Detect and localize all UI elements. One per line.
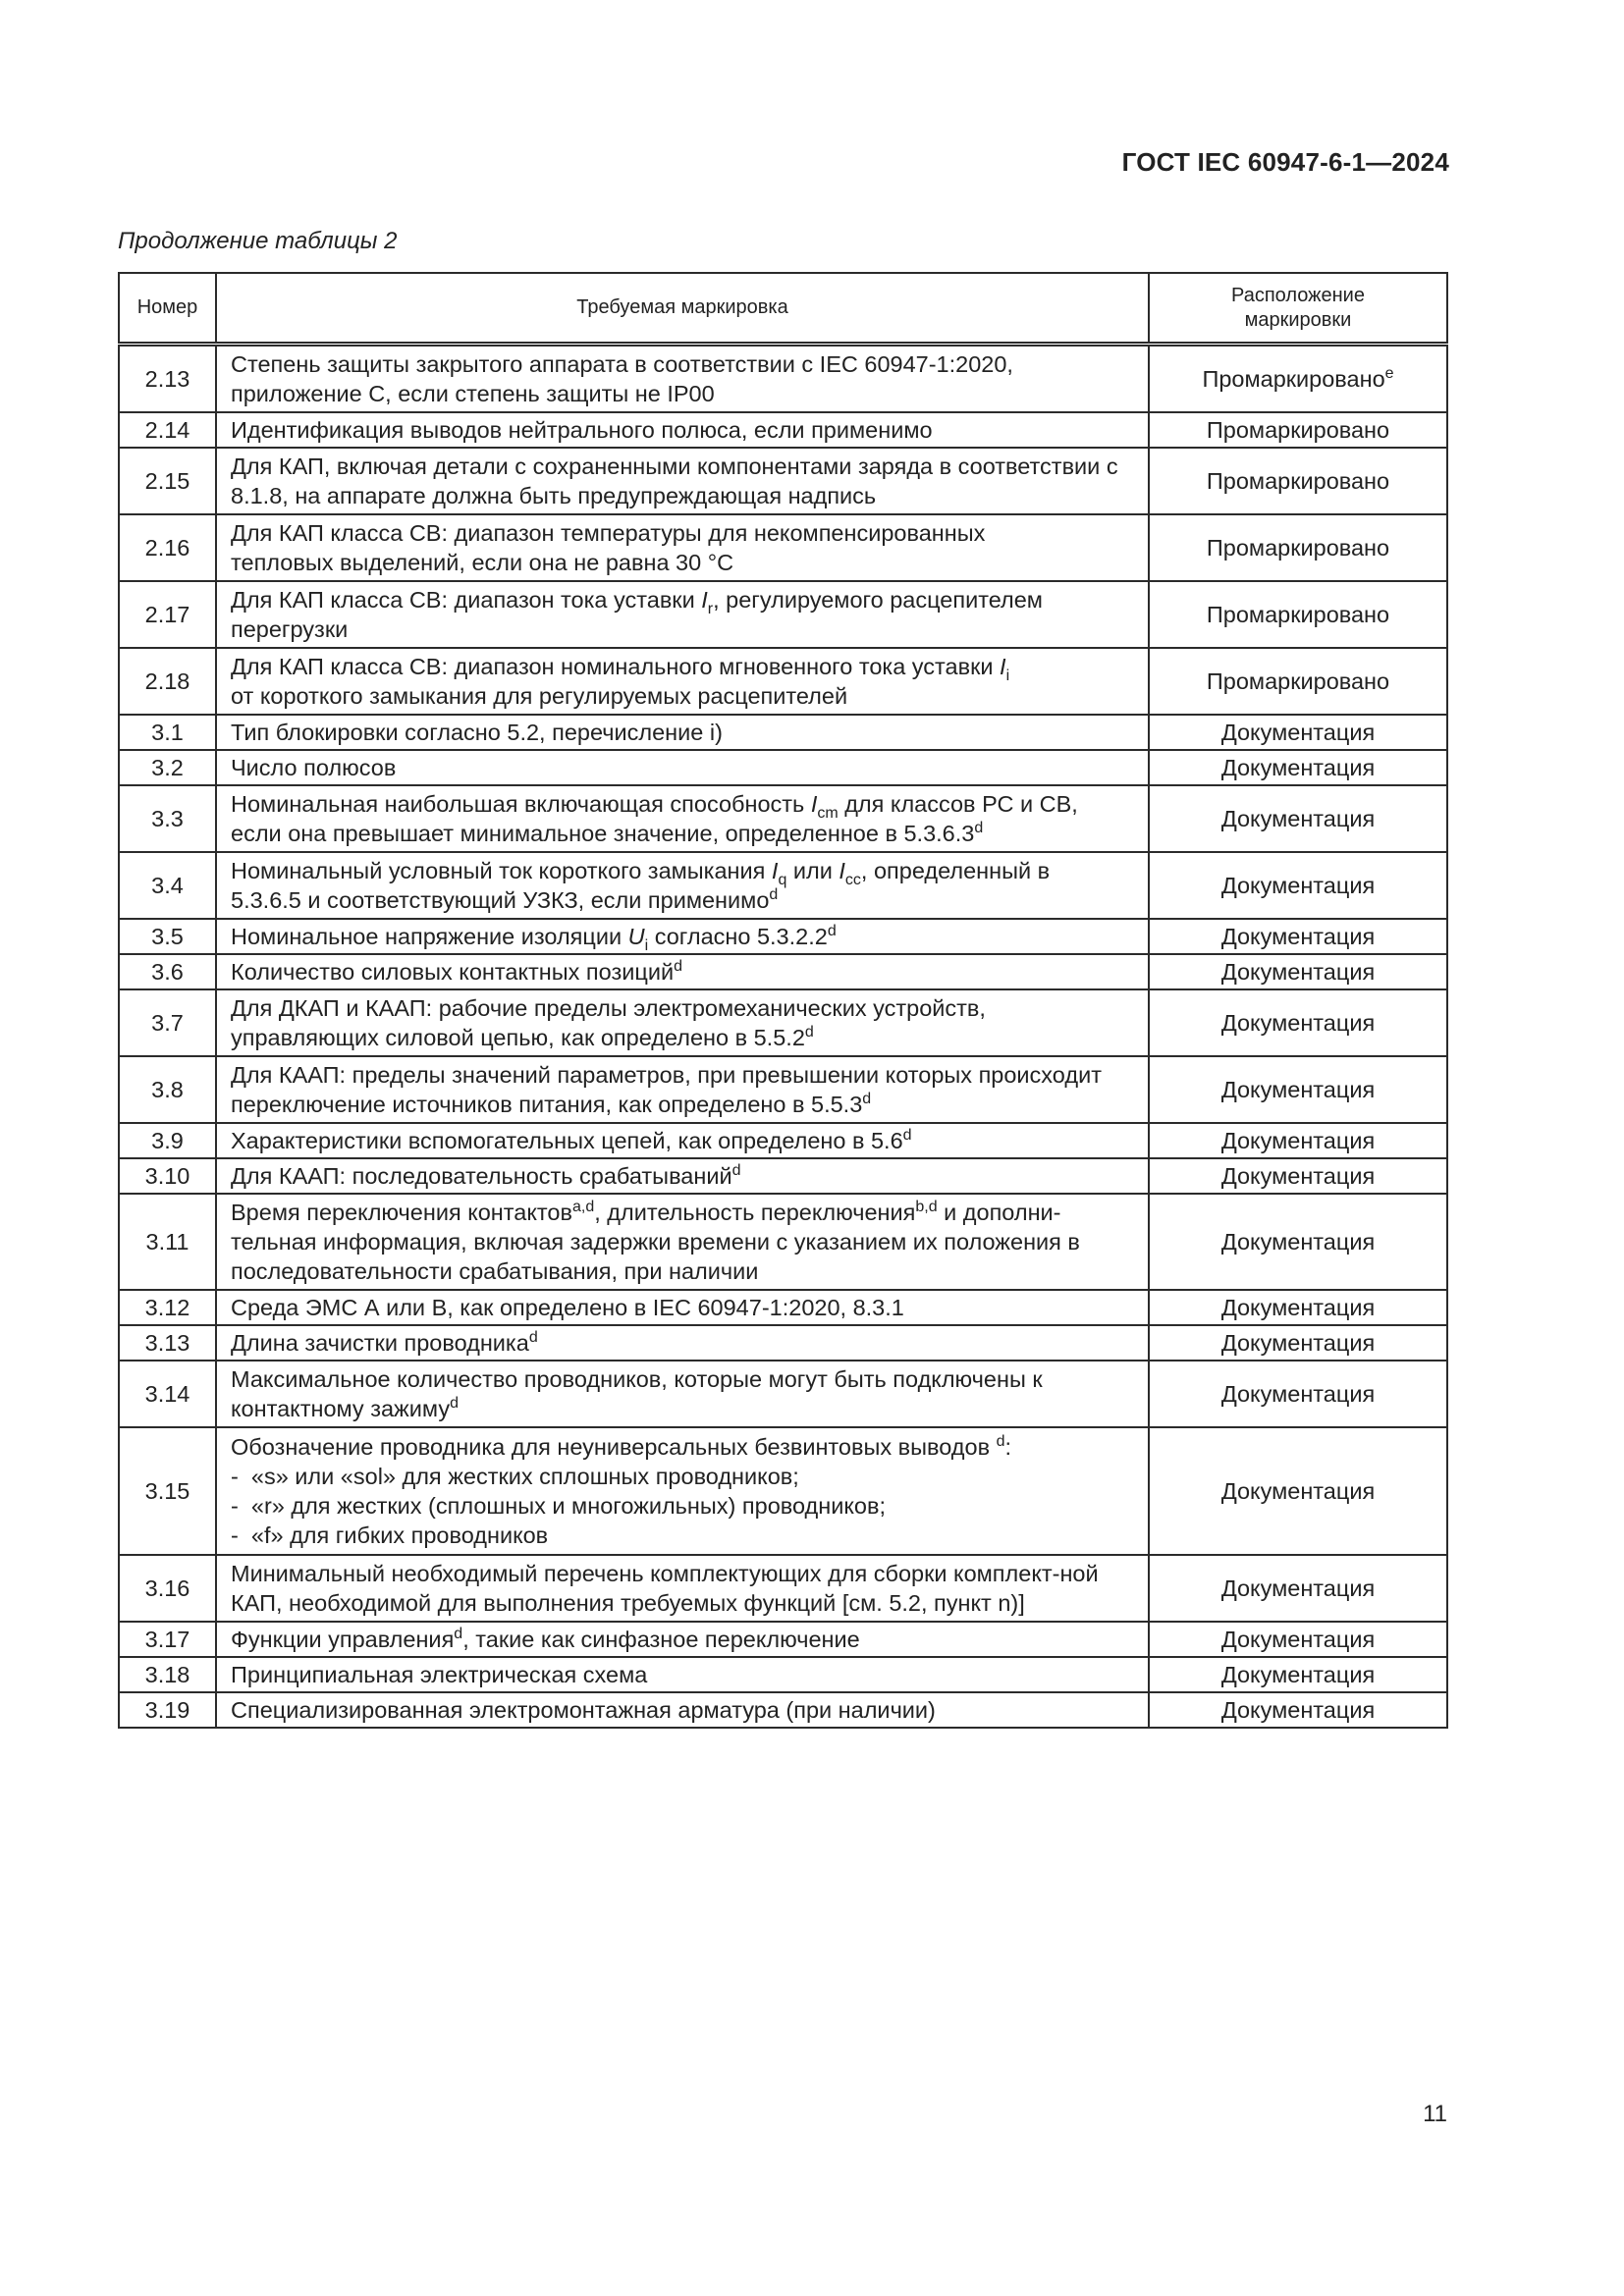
table-row: [119, 648, 1447, 715]
row-location: Документация: [1149, 750, 1447, 785]
requirement-text: Номинальная наибольшая включающая способность: [231, 791, 811, 817]
row-location: Промаркировано: [1149, 412, 1447, 448]
row-location: Промаркировано: [1149, 514, 1447, 581]
symbol-subscript: q: [778, 872, 787, 888]
row-requirement: Идентификация выводов нейтрального полюса, если применимо: [216, 412, 1149, 448]
row-location: Документация: [1149, 785, 1447, 852]
table-row: [119, 919, 1447, 954]
requirement-text: , регулируемого расцепителем перегрузки: [231, 587, 1043, 642]
row-number: 3.9: [119, 1123, 216, 1158]
table-row: [119, 1555, 1447, 1622]
footnote-mark: d: [974, 820, 984, 836]
table-header-row: [119, 273, 1447, 345]
row-requirement: [216, 1123, 1149, 1158]
table-row: [119, 1657, 1447, 1692]
row-number: 3.10: [119, 1158, 216, 1194]
footnote-mark: d: [827, 923, 837, 939]
footnote-mark: d: [769, 886, 779, 903]
table-row: [119, 1427, 1447, 1555]
voltage-symbol: U: [627, 924, 645, 949]
requirement-text: Количество силовых контактных позиций: [231, 959, 675, 985]
row-requirement: [216, 852, 1149, 919]
row-number: 3.15: [119, 1427, 216, 1555]
list-item: - «f» для гибких проводников: [231, 1522, 549, 1548]
row-requirement: [216, 581, 1149, 648]
footnote-mark: e: [1384, 365, 1394, 382]
symbol-subscript: cc: [844, 872, 861, 888]
row-requirement: Степень защиты закрытого аппарата в соответствии с IEC 60947-1:2020, приложение C, если степень защиты не IP00: [216, 345, 1149, 413]
table-row: [119, 1361, 1447, 1427]
table-row: [119, 1056, 1447, 1123]
row-number: 3.1: [119, 715, 216, 750]
row-location: [1149, 345, 1447, 413]
row-location: Документация: [1149, 1056, 1447, 1123]
requirement-text: Номинальное напряжение изоляции: [231, 924, 628, 949]
current-symbol: I: [1000, 654, 1006, 679]
row-location: Документация: [1149, 919, 1447, 954]
row-requirement: [216, 1158, 1149, 1194]
row-requirement: [216, 1427, 1149, 1555]
table-row: [119, 1325, 1447, 1361]
row-number: 3.18: [119, 1657, 216, 1692]
requirement-text: Характеристики вспомогательных цепей, как определено в 5.6: [231, 1128, 903, 1153]
table-row: [119, 1123, 1447, 1158]
requirement-text: Для КАП класса СВ: диапазон номинального мгновенного тока уставки: [231, 654, 1001, 679]
requirement-text: от короткого замыкания для регулируемых расцепителей: [231, 683, 848, 709]
footnote-mark: d: [674, 958, 682, 975]
row-location: Документация: [1149, 1361, 1447, 1427]
row-number: 3.6: [119, 954, 216, 989]
current-symbol: I: [810, 791, 818, 817]
symbol-subscript: i: [1005, 667, 1010, 684]
row-number: 3.14: [119, 1361, 216, 1427]
table-row: [119, 412, 1447, 448]
page-number: 11: [1423, 2101, 1447, 2127]
table-row: [119, 345, 1447, 413]
requirement-text: Максимальное количество проводников, которые могут быть подключены к контактному зажиму: [231, 1366, 1043, 1421]
row-requirement: Принципиальная электрическая схема: [216, 1657, 1149, 1692]
row-number: 3.3: [119, 785, 216, 852]
row-location: Документация: [1149, 1290, 1447, 1325]
requirement-text: , такие как синфазное переключение: [462, 1627, 860, 1652]
footnote-mark: d: [528, 1329, 538, 1346]
table-row: [119, 514, 1447, 581]
table-row: [119, 1194, 1447, 1290]
current-symbol: I: [839, 858, 845, 883]
table-caption: Продолжение таблицы 2: [118, 228, 398, 254]
row-location: Промаркировано: [1149, 648, 1447, 715]
footnote-mark: a,d: [571, 1199, 595, 1215]
row-number: 2.18: [119, 648, 216, 715]
row-requirement: [216, 954, 1149, 989]
footnote-mark: d: [862, 1091, 872, 1107]
row-requirement: [216, 1622, 1149, 1657]
row-number: 3.19: [119, 1692, 216, 1728]
row-number: 2.14: [119, 412, 216, 448]
row-requirement: [216, 1056, 1149, 1123]
row-requirement: Среда ЭМС А или В, как определено в IEC 60947-1:2020, 8.3.1: [216, 1290, 1149, 1325]
location-text: Промаркировано: [1202, 366, 1385, 392]
row-requirement: Число полюсов: [216, 750, 1149, 785]
row-location: Документация: [1149, 1427, 1447, 1555]
row-location: Документация: [1149, 1657, 1447, 1692]
row-location: Промаркировано: [1149, 448, 1447, 514]
requirement-text: Для ДКАП и КААП: рабочие пределы электромеханических устройств, управляющих силовой цепью, как определено в 5.5.2: [231, 995, 986, 1050]
requirement-text: Номинальный условный ток короткого замыкания: [231, 858, 772, 883]
row-number: 3.5: [119, 919, 216, 954]
row-location: Документация: [1149, 1555, 1447, 1622]
row-requirement: Тип блокировки согласно 5.2, перечисление i): [216, 715, 1149, 750]
row-location: Документация: [1149, 715, 1447, 750]
requirement-text: для классов РС и СВ, если она превышает минимальное значение, определенное в 5.3.6.3: [231, 791, 1078, 846]
symbol-subscript: cm: [817, 805, 839, 822]
row-requirement: [216, 1361, 1149, 1427]
row-location: Документация: [1149, 989, 1447, 1056]
row-number: 3.11: [119, 1194, 216, 1290]
row-requirement: [216, 785, 1149, 852]
table-row: [119, 989, 1447, 1056]
row-number: 3.8: [119, 1056, 216, 1123]
row-requirement: [216, 1325, 1149, 1361]
row-number: 2.13: [119, 345, 216, 413]
table-row: [119, 954, 1447, 989]
footnote-mark: d: [996, 1433, 1005, 1450]
footnote-mark: d: [450, 1395, 459, 1412]
row-requirement: Для КАП класса СВ: диапазон температуры для некомпенсированных тепловых выделений, если она не равна 30 °C: [216, 514, 1149, 581]
column-header-marking-location: Расположение маркировки: [1149, 273, 1447, 345]
requirement-text: , определенный в 5.3.6.5 и соответствующий УЗКЗ, если применимо: [231, 858, 1051, 913]
requirement-text: , длительность переключения: [594, 1200, 916, 1225]
current-symbol: I: [701, 587, 708, 613]
footnote-mark: d: [902, 1127, 912, 1144]
requirement-text: Функции управления: [231, 1627, 455, 1652]
requirement-text: или: [786, 858, 839, 883]
row-requirement: Для КАП, включая детали с сохраненными компонентами заряда в соответствии с 8.1.8, на аппарате должна быть предупреждающая надпись: [216, 448, 1149, 514]
requirement-text: и дополни-тельная информация, включая задержки времени с указанием их положения в последовательности срабатывания, при наличии: [231, 1200, 1080, 1284]
row-requirement: Специализированная электромонтажная арматура (при наличии): [216, 1692, 1149, 1728]
list-item: - «r» для жестких (сплошных и многожильных) проводников;: [231, 1493, 886, 1519]
table-row: [119, 1290, 1447, 1325]
requirement-text: Для КААП: пределы значений параметров, при превышении которых происходит переключение источников питания, как определено в 5.5.3: [231, 1062, 1102, 1117]
footnote-mark: d: [454, 1626, 463, 1642]
list-item: - «s» или «sol» для жестких сплошных проводников;: [231, 1464, 799, 1489]
row-location: Промаркировано: [1149, 581, 1447, 648]
requirement-text: :: [1004, 1434, 1012, 1460]
marking-table: [118, 272, 1448, 1729]
column-header-number: Номер: [119, 273, 216, 345]
requirement-text: Для КАП класса СВ: диапазон тока уставки: [231, 587, 702, 613]
row-requirement: [216, 648, 1149, 715]
footnote-mark: b,d: [915, 1199, 938, 1215]
row-number: 3.12: [119, 1290, 216, 1325]
row-number: 2.16: [119, 514, 216, 581]
requirement-text: Обозначение проводника для неуниверсальных безвинтовых выводов: [231, 1434, 997, 1460]
requirement-text: Для КААП: последовательность срабатываний: [231, 1163, 732, 1189]
table-row: [119, 852, 1447, 919]
symbol-subscript: r: [707, 601, 714, 617]
symbol-subscript: i: [644, 937, 649, 954]
table-row: [119, 715, 1447, 750]
row-number: 2.17: [119, 581, 216, 648]
footnote-mark: d: [804, 1024, 814, 1041]
row-location: Документация: [1149, 1325, 1447, 1361]
row-number: 2.15: [119, 448, 216, 514]
table-row: [119, 1692, 1447, 1728]
requirement-text: согласно 5.3.2.2: [648, 924, 828, 949]
row-number: 3.13: [119, 1325, 216, 1361]
table-row: [119, 1158, 1447, 1194]
table-row: [119, 785, 1447, 852]
row-location: Документация: [1149, 1194, 1447, 1290]
table-row: [119, 1622, 1447, 1657]
requirement-text: Время переключения контактов: [231, 1200, 572, 1225]
column-header-required-marking: Требуемая маркировка: [216, 273, 1149, 345]
row-location: Документация: [1149, 852, 1447, 919]
row-location: Документация: [1149, 1123, 1447, 1158]
current-symbol: I: [771, 858, 779, 883]
footnote-mark: d: [731, 1162, 741, 1179]
requirement-text: Длина зачистки проводника: [231, 1330, 529, 1356]
row-location: Документация: [1149, 1692, 1447, 1728]
table-row: [119, 448, 1447, 514]
document-number: ГОСТ IEC 60947-6-1—2024: [1121, 147, 1449, 177]
row-number: 3.16: [119, 1555, 216, 1622]
row-requirement: [216, 1194, 1149, 1290]
row-requirement: Минимальный необходимый перечень комплектующих для сборки комплект-ной КАП, необходимой для выполнения требуемых функций [см. 5.2, пункт n)]: [216, 1555, 1149, 1622]
row-location: Документация: [1149, 1158, 1447, 1194]
row-location: Документация: [1149, 954, 1447, 989]
row-location: Документация: [1149, 1622, 1447, 1657]
table-row: [119, 750, 1447, 785]
row-requirement: [216, 989, 1149, 1056]
table-row: [119, 581, 1447, 648]
row-number: 3.4: [119, 852, 216, 919]
row-number: 3.17: [119, 1622, 216, 1657]
row-number: 3.7: [119, 989, 216, 1056]
row-number: 3.2: [119, 750, 216, 785]
row-requirement: [216, 919, 1149, 954]
